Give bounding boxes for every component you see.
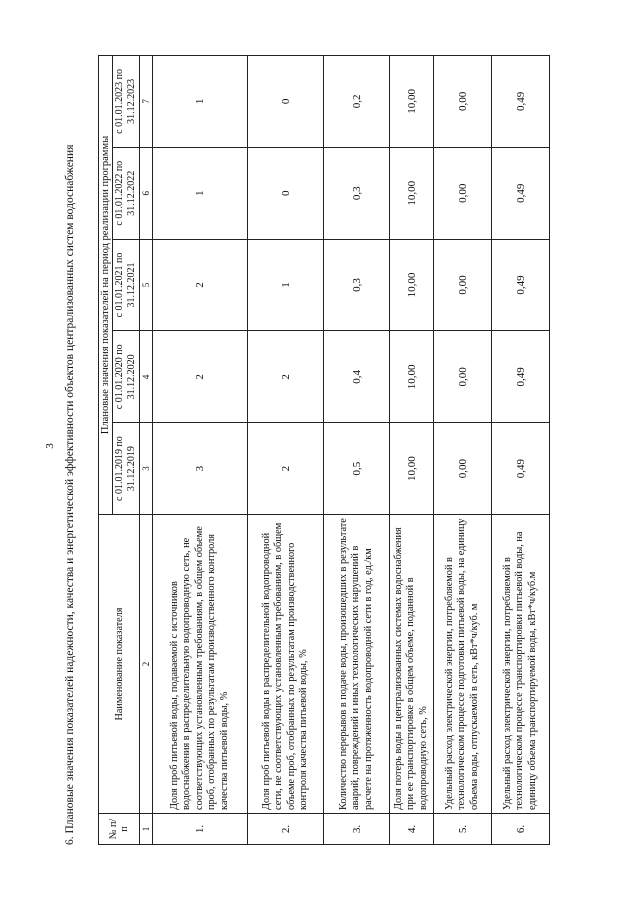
- value-cell: 3: [153, 423, 248, 515]
- indicator-name: Количество перерывов в подаче воды, произошедших в результате аварий, повреждений и иных технологических нарушений в расчете на протяженность водопроводной сети в год, ед./км: [324, 515, 390, 814]
- value-cell: 10,00: [390, 331, 434, 423]
- table-row: [390, 56, 434, 845]
- value-cell: 2: [153, 239, 248, 331]
- value-cell: 0: [248, 147, 324, 239]
- column-index: 5: [140, 239, 153, 331]
- column-index: 7: [140, 56, 153, 148]
- rotated-page-content: [63, 55, 563, 845]
- column-index: 2: [140, 515, 153, 814]
- page-number: 3: [44, 443, 56, 449]
- value-cell: 0,2: [324, 56, 390, 148]
- header-period: с 01.01.2020 по 31.12.2020: [113, 331, 140, 423]
- value-cell: 0,49: [492, 423, 550, 515]
- value-cell: 10,00: [390, 239, 434, 331]
- value-cell: 0,4: [324, 331, 390, 423]
- row-number: 3.: [324, 814, 390, 845]
- header-period: с 01.01.2021 по 31.12.2021: [113, 239, 140, 331]
- table-header-row: [99, 56, 113, 845]
- indicator-name: Удельный расход электрической энергии, потребляемой в технологическом процессе подготовки питьевой воды, на единицу объема воды, отпускаемой в сеть, кВт*ч/куб. м: [434, 515, 492, 814]
- indicator-name: Доля проб питьевой воды в распределительной водопроводной сети, не соответствующих установленным требованиям, в общем объеме проб, отобранных по результатам производственного контроля качества питьевой воды, %: [248, 515, 324, 814]
- value-cell: 0,5: [324, 423, 390, 515]
- indicator-name: Удельный расход электрической энергии, потребляемой в технологическом процессе транспортировки питьевой воды, на единицу объема транспортируемой воды, кВт*ч/куб.м: [492, 515, 550, 814]
- row-number: 4.: [390, 814, 434, 845]
- value-cell: 0,49: [492, 56, 550, 148]
- row-number: 5.: [434, 814, 492, 845]
- value-cell: 1: [153, 147, 248, 239]
- value-cell: 10,00: [390, 423, 434, 515]
- value-cell: 0,00: [434, 331, 492, 423]
- row-number: 2.: [248, 814, 324, 845]
- value-cell: 1: [153, 56, 248, 148]
- indicators-table: [98, 55, 550, 845]
- value-cell: 10,00: [390, 56, 434, 148]
- table-row: [492, 56, 550, 845]
- row-number: 1.: [153, 814, 248, 845]
- value-cell: 10,00: [390, 147, 434, 239]
- section-heading: 6. Плановые значения показателей надежности, качества и энергетической эффективности объектов централизованных систем водоснабжения: [64, 144, 76, 845]
- value-cell: 0,49: [492, 239, 550, 331]
- column-index: 1: [140, 814, 153, 845]
- table-row: [434, 56, 492, 845]
- table-row: [248, 56, 324, 845]
- value-cell: 0,00: [434, 147, 492, 239]
- header-indicator-name: Наименование показателя: [99, 515, 140, 814]
- value-cell: 2: [248, 423, 324, 515]
- value-cell: 2: [248, 331, 324, 423]
- column-index: 4: [140, 331, 153, 423]
- column-index-row: [140, 56, 153, 845]
- column-index: 3: [140, 423, 153, 515]
- value-cell: 0,3: [324, 239, 390, 331]
- header-period: с 01.01.2023 по 31.12.2023: [113, 56, 140, 148]
- header-number: № п/п: [99, 814, 140, 845]
- indicator-name: Доля проб питьевой воды, подаваемой с источников водоснабжения в распределительную водопроводную сеть, не соответствующих установленным требованиям, в общем объеме проб, отобранных по результатам производственного контроля качества питьевой воды, %: [153, 515, 248, 814]
- table-row: [153, 56, 248, 845]
- row-number: 6.: [492, 814, 550, 845]
- header-period: с 01.01.2022 по 31.12.2022: [113, 147, 140, 239]
- column-index: 6: [140, 147, 153, 239]
- value-cell: 1: [248, 239, 324, 331]
- value-cell: 0,3: [324, 147, 390, 239]
- value-cell: 0,49: [492, 147, 550, 239]
- indicator-name: Доля потерь воды в централизованных системах водоснабжения при ее транспортировке в общем объеме, поданной в водопроводную сеть, %: [390, 515, 434, 814]
- value-cell: 0,49: [492, 331, 550, 423]
- header-planned-values: Плановые значения показателей на период реализации программы: [99, 56, 113, 515]
- header-period: с 01.01.2019 по 31.12.2019: [113, 423, 140, 515]
- value-cell: 2: [153, 331, 248, 423]
- value-cell: 0: [248, 56, 324, 148]
- value-cell: 0,00: [434, 423, 492, 515]
- value-cell: 0,00: [434, 56, 492, 148]
- value-cell: 0,00: [434, 239, 492, 331]
- table-row: [324, 56, 390, 845]
